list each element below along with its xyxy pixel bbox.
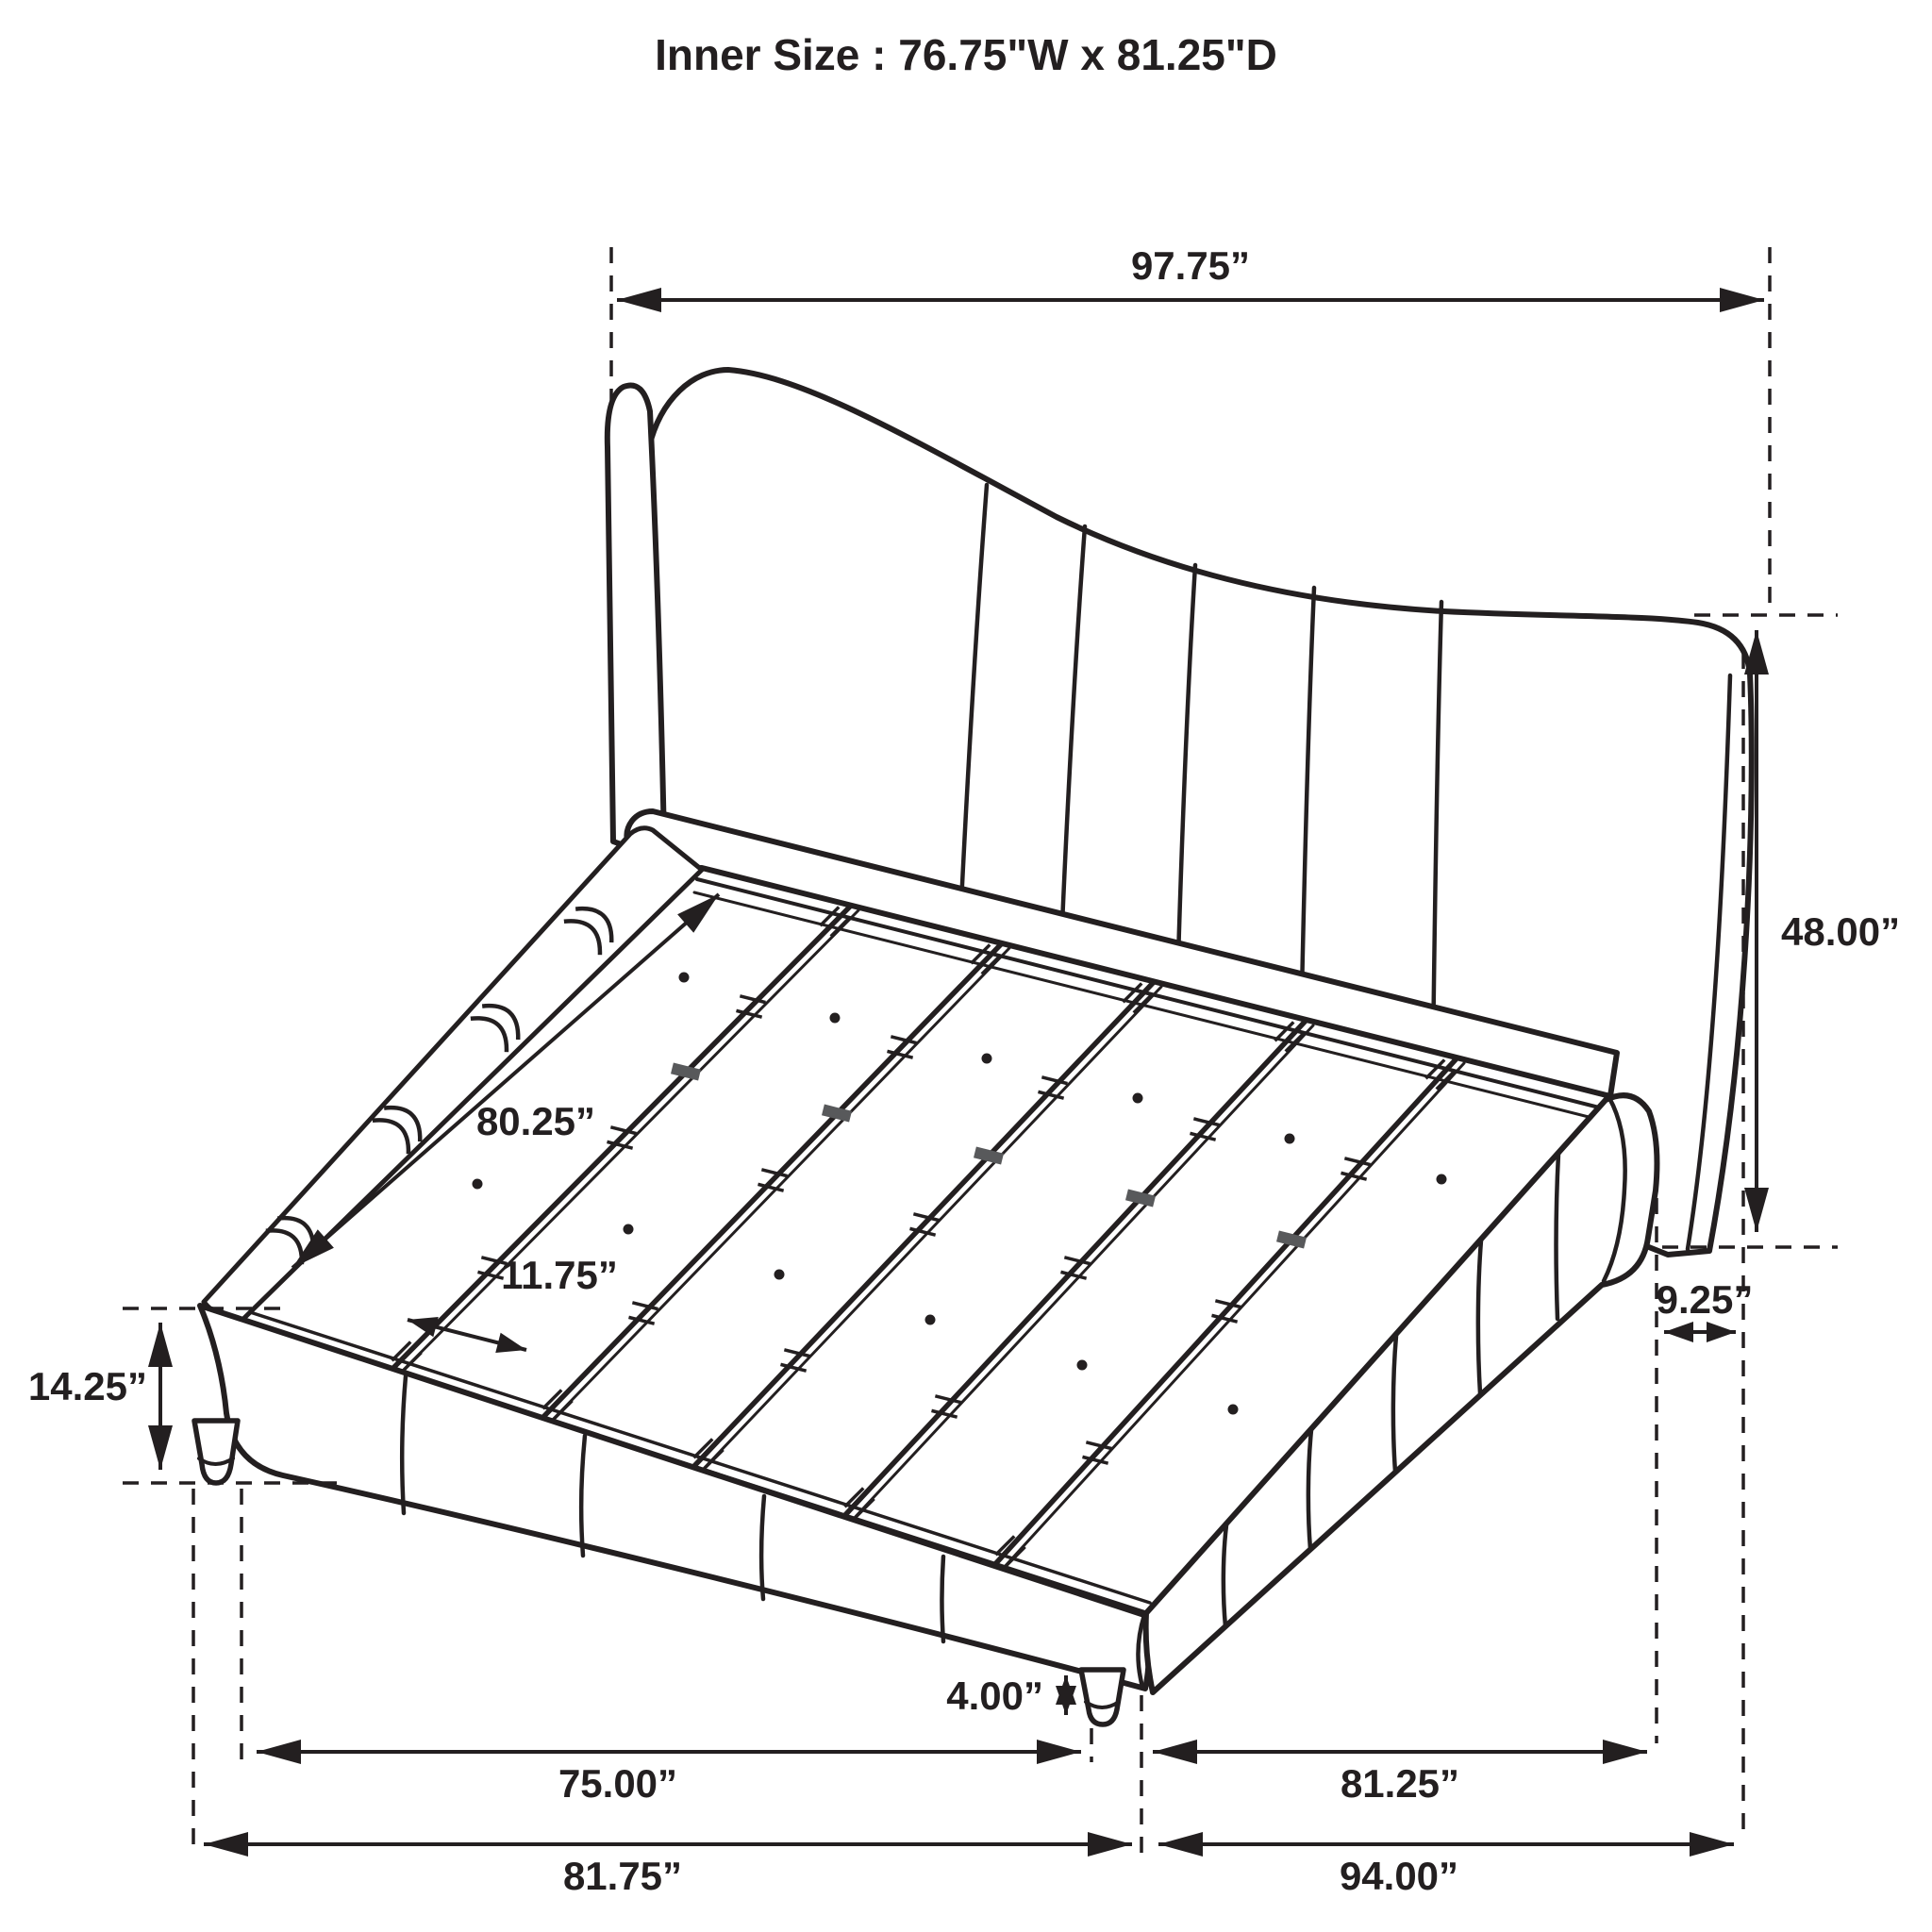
dim-label-inner-width-front: 75.00” <box>558 1761 678 1806</box>
dim-leg-height <box>946 1674 1066 1718</box>
dim-outer-width-front <box>204 1844 1132 1898</box>
dim-inner-width-front <box>257 1752 1081 1806</box>
dim-label-inner-depth-right: 81.25” <box>1340 1761 1460 1806</box>
front-left-leg <box>194 1421 238 1483</box>
dim-inner-depth-right <box>1153 1752 1647 1806</box>
dim-label-overall-width: 97.75” <box>1130 243 1251 288</box>
dim-label-headboard-overhang: 9.25” <box>1656 1277 1754 1322</box>
dim-label-outer-width-front: 81.75” <box>562 1854 683 1898</box>
dim-label-slat-length: 80.25” <box>475 1099 596 1143</box>
dim-label-headboard-height: 48.00” <box>1781 909 1901 954</box>
dim-label-platform-height: 14.25” <box>27 1364 147 1408</box>
front-center-leg <box>1081 1670 1124 1724</box>
dim-label-outer-depth-right: 94.00” <box>1339 1854 1459 1898</box>
page-title: Inner Size : 76.75"W x 81.25"D <box>655 30 1277 79</box>
dim-label-slat-spacing: 11.75” <box>501 1253 618 1297</box>
dim-outer-depth-right <box>1158 1844 1734 1898</box>
dim-label-leg-height: 4.00” <box>946 1674 1043 1718</box>
